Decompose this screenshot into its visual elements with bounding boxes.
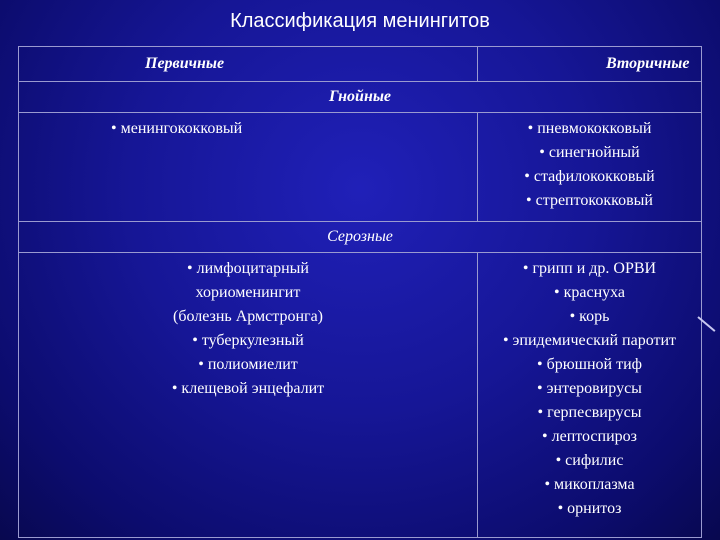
list-item: • грипп и др. ОРВИ (522, 260, 657, 277)
purulent-content-row (19, 113, 702, 222)
list-item: • пневмококковый (527, 120, 652, 137)
purulent-secondary-cell (478, 113, 702, 222)
list-item: • стрептококковый (526, 192, 653, 209)
list-item: • лептоспироз (542, 428, 637, 445)
list-item: • брюшной тиф (536, 356, 643, 373)
list-item: (болезнь Армстронга) (173, 308, 323, 325)
purulent-group-row (19, 82, 702, 113)
serous-content-row (19, 253, 702, 538)
list-item: • сифилис (555, 452, 624, 469)
serous-group-label: Серозные (19, 222, 702, 253)
list-item: • герпесвирусы (537, 404, 642, 421)
secondary-column-header: Вторичные (478, 47, 702, 82)
serous-group-row (19, 222, 702, 253)
list-item: • синегнойный (539, 144, 640, 161)
list-item: • менингококковый (111, 120, 243, 137)
serous-secondary-cell (478, 253, 702, 538)
purulent-group-label: Гнойные (19, 82, 702, 113)
list-item: хориоменингит (195, 284, 301, 301)
serous-primary-cell (19, 253, 478, 538)
list-item: • клещевой энцефалит (171, 380, 325, 397)
list-item: • лимфоцитарный (187, 260, 309, 277)
list-item: • орнитоз (557, 500, 622, 517)
list-item: • полиомиелит (198, 356, 298, 373)
slide-title: Классификация менингитов (230, 10, 490, 32)
list-item: • эпидемический паротит (502, 332, 677, 349)
purulent-primary-cell (19, 113, 478, 222)
list-item: • краснуха (553, 284, 626, 301)
list-item: • туберкулезный (192, 332, 304, 349)
list-item: • стафилококковый (524, 168, 655, 185)
primary-column-header: Первичные (19, 47, 478, 82)
list-item: • энтеровирусы (537, 380, 642, 397)
list-item: • микоплазма (544, 476, 635, 493)
list-item: • корь (569, 308, 610, 325)
classification-table (18, 46, 702, 538)
header-row (19, 47, 702, 82)
